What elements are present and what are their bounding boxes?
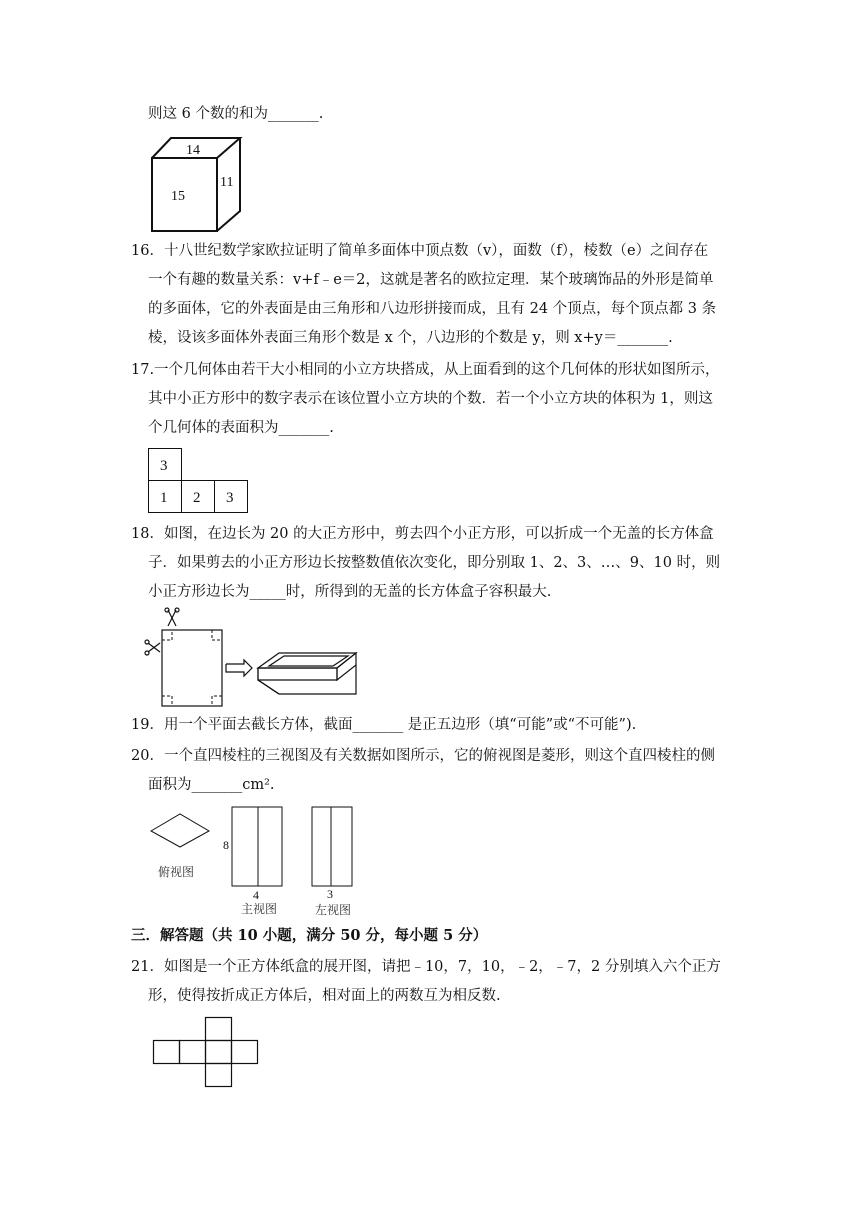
side-view-width-label: 3 xyxy=(327,887,333,901)
q16-line-4: 棱，设该多面体外表面三角形个数是 x 个，八边形的个数是 y，则 x+y＝_______. xyxy=(148,330,673,346)
net-cell-bottom xyxy=(206,1064,232,1087)
corner-cut-marks xyxy=(162,630,222,706)
q21-cube-net xyxy=(150,1014,265,1089)
q20-line-1: 20．一个直四棱柱的三视图及有关数据如图所示，它的俯视图是菱形，则这个直四棱柱的侧 xyxy=(131,748,715,764)
q20-three-views-figure xyxy=(148,800,368,920)
q17-line-3: 个几何体的表面积为_______. xyxy=(148,420,334,436)
net-cell-row-1 xyxy=(154,1041,180,1064)
q16-line-3: 的多面体，它的外表面是由三角形和八边形拼接而成，且有 24 个顶点，每个顶点都 3 条 xyxy=(148,301,717,317)
front-view-height-label: 8 xyxy=(223,838,229,852)
grid-value-top: 3 xyxy=(160,458,168,474)
side-view-caption: 左视图 xyxy=(315,903,352,917)
net-cell-row-2 xyxy=(180,1041,206,1064)
grid-value-bottom-3: 3 xyxy=(226,490,234,506)
top-view-rhombus xyxy=(151,814,209,847)
grid-value-bottom-1: 1 xyxy=(160,490,168,506)
q21-line-2: 形，使得按折成正方体后，相对面上的两数互为相反数. xyxy=(148,988,501,1004)
q16-line-1: 16．十八世纪数学家欧拉证明了简单多面体中顶点数（v），面数（f），棱数（e）之间存在 xyxy=(131,243,709,259)
q15-text: 则这 6 个数的和为_______. xyxy=(148,106,324,122)
front-view xyxy=(232,807,282,886)
q18-line-2: 子．如果剪去的小正方形边长按整数值依次变化，即分别取 1、2、3、…、9、10 时，则 xyxy=(148,555,721,571)
cube-top-number: 14 xyxy=(186,143,200,158)
q17-line-2: 其中小正方形中的数字表示在该位置小立方块的个数．若一个小立方块的体积为 1，则这 xyxy=(148,391,713,407)
front-view-caption: 主视图 xyxy=(241,902,278,916)
front-view-width-label: 4 xyxy=(253,888,259,902)
cube-right-number: 11 xyxy=(220,175,234,190)
q18-line-3: 小正方形边长为_____时，所得到的无盖的长方体盒子容积最大. xyxy=(148,584,552,600)
open-box xyxy=(258,653,356,694)
paper-sheet xyxy=(162,630,222,706)
q19-line-1: 19．用一个平面去截长方体，截面_______ 是正五边形（填“可能”或“不可能”). xyxy=(131,717,637,733)
q18-figure xyxy=(146,608,361,708)
q18-line-1: 18．如图，在边长为 20 的大正方形中，剪去四个小正方形，可以折成一个无盖的长方体盒 xyxy=(131,526,714,542)
net-cell-row-3 xyxy=(206,1041,232,1064)
q17-top-view-grid xyxy=(148,448,250,514)
q21-line-1: 21．如图是一个正方体纸盒的展开图，请把﹣10，7，10，﹣2，﹣7，2 分别填入六个正方 xyxy=(131,959,721,975)
net-cell-row-4 xyxy=(232,1041,258,1064)
top-view-caption: 俯视图 xyxy=(158,865,195,879)
q17-line-1: 17.一个几何体由若干大小相同的小立方块搭成，从上面看到的这个几何体的形状如图所示， xyxy=(131,362,720,378)
grid-value-bottom-2: 2 xyxy=(193,490,201,506)
q20-line-2: 面积为_______cm². xyxy=(148,777,275,793)
section-3-heading: 三．解答题（共 10 小题，满分 50 分，每小题 5 分） xyxy=(131,927,488,944)
scissors-icon-left xyxy=(145,640,160,655)
net-cell-top xyxy=(206,1018,232,1041)
arrow-right-icon xyxy=(226,660,252,676)
side-view xyxy=(312,807,352,886)
q16-line-2: 一个有趣的数量关系：v+f﹣e＝2，这就是著名的欧拉定理．某个玻璃饰品的外形是简单 xyxy=(148,272,714,288)
scissors-icon xyxy=(165,608,179,626)
cube-front-number: 15 xyxy=(171,189,185,204)
q15-cube-figure xyxy=(148,134,248,234)
